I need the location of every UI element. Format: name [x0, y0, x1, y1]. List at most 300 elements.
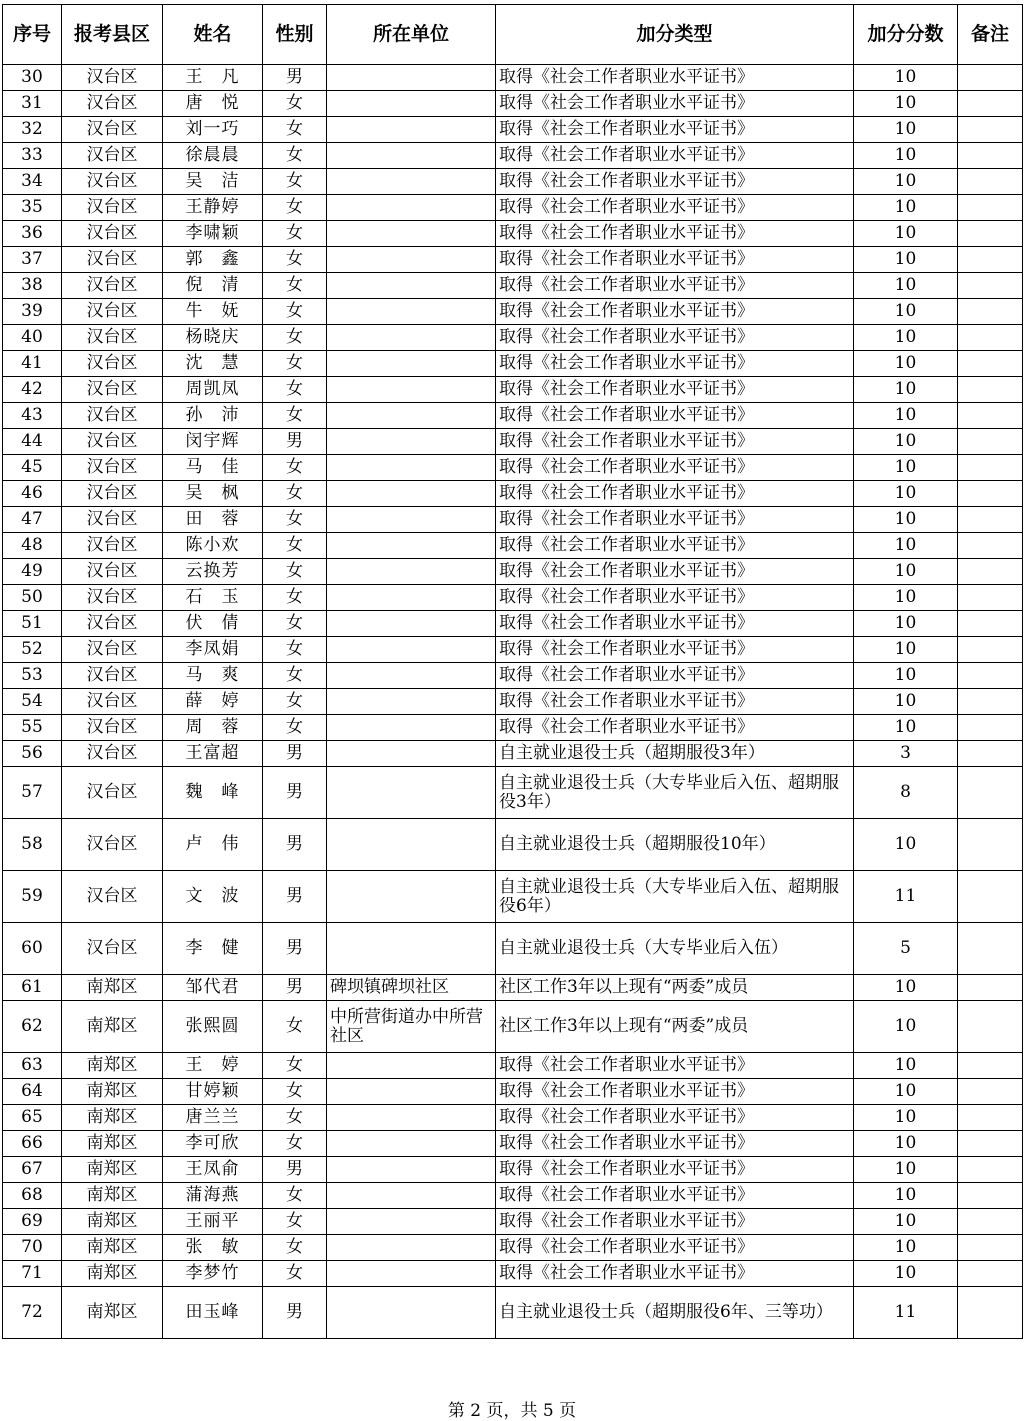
- cell-bonus-type: 取得《社会工作者职业水平证书》: [496, 143, 854, 169]
- cell-no: 45: [3, 455, 62, 481]
- cell-unit: [327, 117, 496, 143]
- cell-bonus-type: 取得《社会工作者职业水平证书》: [496, 299, 854, 325]
- cell-unit: [327, 377, 496, 403]
- cell-bonus-type: 取得《社会工作者职业水平证书》: [496, 117, 854, 143]
- cell-district: 南郑区: [62, 1183, 163, 1209]
- cell-district: 汉台区: [62, 65, 163, 91]
- cell-gender: 女: [263, 221, 327, 247]
- cell-district: 汉台区: [62, 377, 163, 403]
- cell-gender: 男: [263, 923, 327, 975]
- cell-unit: [327, 169, 496, 195]
- table-row: [3, 195, 1023, 221]
- cell-bonus-score: 10: [854, 1183, 958, 1209]
- table-row: [3, 767, 1023, 819]
- cell-bonus-type: 取得《社会工作者职业水平证书》: [496, 1105, 854, 1131]
- cell-name: 张熙圆: [163, 1001, 263, 1053]
- cell-bonus-type: 取得《社会工作者职业水平证书》: [496, 247, 854, 273]
- cell-name: 沈 慧: [163, 351, 263, 377]
- cell-bonus-type: 取得《社会工作者职业水平证书》: [496, 1235, 854, 1261]
- table-row: [3, 663, 1023, 689]
- cell-remark: [958, 1053, 1023, 1079]
- cell-district: 南郑区: [62, 1131, 163, 1157]
- cell-district: 汉台区: [62, 741, 163, 767]
- cell-district: 汉台区: [62, 169, 163, 195]
- cell-name: 闵宇辉: [163, 429, 263, 455]
- cell-name: 田玉峰: [163, 1287, 263, 1339]
- cell-no: 59: [3, 871, 62, 923]
- table-row: [3, 507, 1023, 533]
- cell-bonus-score: 10: [854, 455, 958, 481]
- cell-bonus-score: 10: [854, 273, 958, 299]
- cell-remark: [958, 221, 1023, 247]
- table-row: [3, 741, 1023, 767]
- cell-no: 72: [3, 1287, 62, 1339]
- table-row: [3, 325, 1023, 351]
- cell-no: 52: [3, 637, 62, 663]
- cell-district: 汉台区: [62, 455, 163, 481]
- cell-bonus-type: 取得《社会工作者职业水平证书》: [496, 533, 854, 559]
- cell-no: 47: [3, 507, 62, 533]
- cell-name: 孙 沛: [163, 403, 263, 429]
- cell-no: 53: [3, 663, 62, 689]
- cell-remark: [958, 1235, 1023, 1261]
- cell-unit: [327, 481, 496, 507]
- bonus-points-table: [2, 4, 1023, 1339]
- cell-bonus-score: 10: [854, 117, 958, 143]
- cell-no: 63: [3, 1053, 62, 1079]
- cell-no: 32: [3, 117, 62, 143]
- cell-no: 69: [3, 1209, 62, 1235]
- cell-gender: 女: [263, 1131, 327, 1157]
- cell-unit: [327, 689, 496, 715]
- cell-remark: [958, 247, 1023, 273]
- cell-bonus-type: 取得《社会工作者职业水平证书》: [496, 611, 854, 637]
- header-bonus-type: 加分类型: [496, 5, 854, 65]
- cell-gender: 女: [263, 143, 327, 169]
- cell-remark: [958, 1209, 1023, 1235]
- cell-district: 汉台区: [62, 923, 163, 975]
- cell-unit: [327, 637, 496, 663]
- cell-no: 60: [3, 923, 62, 975]
- table-row: [3, 481, 1023, 507]
- cell-district: 汉台区: [62, 429, 163, 455]
- cell-gender: 男: [263, 65, 327, 91]
- table-row: [3, 585, 1023, 611]
- cell-no: 51: [3, 611, 62, 637]
- cell-no: 55: [3, 715, 62, 741]
- cell-bonus-score: 10: [854, 663, 958, 689]
- cell-no: 65: [3, 1105, 62, 1131]
- cell-bonus-type: 社区工作3年以上现有“两委”成员: [496, 1001, 854, 1053]
- cell-name: 李啸颖: [163, 221, 263, 247]
- cell-district: 汉台区: [62, 533, 163, 559]
- cell-no: 31: [3, 91, 62, 117]
- page-number-footer: 第 2 页，共 5 页: [447, 1401, 577, 1421]
- cell-unit: [327, 663, 496, 689]
- cell-unit: [327, 585, 496, 611]
- cell-district: 汉台区: [62, 689, 163, 715]
- cell-unit: [327, 91, 496, 117]
- cell-district: 南郑区: [62, 1053, 163, 1079]
- cell-no: 40: [3, 325, 62, 351]
- cell-name: 王 婷: [163, 1053, 263, 1079]
- cell-gender: 女: [263, 1235, 327, 1261]
- cell-unit: [327, 429, 496, 455]
- cell-district: 汉台区: [62, 767, 163, 819]
- cell-no: 71: [3, 1261, 62, 1287]
- cell-bonus-type: 取得《社会工作者职业水平证书》: [496, 351, 854, 377]
- cell-name: 张 敏: [163, 1235, 263, 1261]
- cell-remark: [958, 169, 1023, 195]
- cell-bonus-score: 10: [854, 1053, 958, 1079]
- table-row: [3, 533, 1023, 559]
- cell-no: 61: [3, 975, 62, 1001]
- cell-bonus-type: 取得《社会工作者职业水平证书》: [496, 429, 854, 455]
- cell-bonus-score: 10: [854, 1001, 958, 1053]
- cell-remark: [958, 975, 1023, 1001]
- cell-district: 汉台区: [62, 871, 163, 923]
- cell-unit: [327, 325, 496, 351]
- cell-unit: [327, 533, 496, 559]
- cell-name: 陈小欢: [163, 533, 263, 559]
- cell-bonus-score: 10: [854, 689, 958, 715]
- cell-name: 田 蓉: [163, 507, 263, 533]
- cell-bonus-type: 取得《社会工作者职业水平证书》: [496, 585, 854, 611]
- cell-name: 王丽平: [163, 1209, 263, 1235]
- cell-remark: [958, 455, 1023, 481]
- cell-name: 马 爽: [163, 663, 263, 689]
- cell-unit: [327, 1209, 496, 1235]
- cell-gender: 女: [263, 247, 327, 273]
- cell-bonus-score: 11: [854, 871, 958, 923]
- cell-gender: 女: [263, 481, 327, 507]
- cell-bonus-score: 10: [854, 559, 958, 585]
- cell-name: 周 蓉: [163, 715, 263, 741]
- cell-remark: [958, 1079, 1023, 1105]
- cell-remark: [958, 481, 1023, 507]
- cell-bonus-score: 10: [854, 1235, 958, 1261]
- table-row: [3, 1183, 1023, 1209]
- cell-name: 马 佳: [163, 455, 263, 481]
- cell-bonus-score: 10: [854, 819, 958, 871]
- cell-bonus-score: 10: [854, 715, 958, 741]
- header-gender: 性别: [263, 5, 327, 65]
- table-row: [3, 1287, 1023, 1339]
- cell-district: 南郑区: [62, 975, 163, 1001]
- table-header-row: [3, 5, 1023, 65]
- cell-gender: 女: [263, 403, 327, 429]
- cell-name: 刘一巧: [163, 117, 263, 143]
- cell-remark: [958, 65, 1023, 91]
- cell-bonus-type: 取得《社会工作者职业水平证书》: [496, 1053, 854, 1079]
- cell-name: 李凤娟: [163, 637, 263, 663]
- cell-unit: [327, 1235, 496, 1261]
- cell-no: 68: [3, 1183, 62, 1209]
- cell-district: 汉台区: [62, 481, 163, 507]
- table-row: [3, 1209, 1023, 1235]
- cell-gender: 女: [263, 507, 327, 533]
- cell-unit: [327, 871, 496, 923]
- cell-remark: [958, 611, 1023, 637]
- cell-gender: 男: [263, 871, 327, 923]
- cell-gender: 女: [263, 91, 327, 117]
- cell-name: 周凯凤: [163, 377, 263, 403]
- cell-no: 43: [3, 403, 62, 429]
- cell-no: 41: [3, 351, 62, 377]
- table-row: [3, 1001, 1023, 1053]
- cell-name: 李梦竹: [163, 1261, 263, 1287]
- cell-unit: 中所营街道办中所营社区: [327, 1001, 496, 1053]
- cell-no: 56: [3, 741, 62, 767]
- cell-no: 49: [3, 559, 62, 585]
- cell-bonus-score: 10: [854, 351, 958, 377]
- cell-gender: 男: [263, 741, 327, 767]
- cell-bonus-score: 10: [854, 169, 958, 195]
- cell-gender: 女: [263, 1079, 327, 1105]
- cell-district: 汉台区: [62, 299, 163, 325]
- table-row: [3, 819, 1023, 871]
- cell-gender: 女: [263, 637, 327, 663]
- table-row: [3, 429, 1023, 455]
- cell-name: 伏 倩: [163, 611, 263, 637]
- cell-bonus-score: 10: [854, 637, 958, 663]
- cell-remark: [958, 299, 1023, 325]
- table-row: [3, 117, 1023, 143]
- cell-remark: [958, 429, 1023, 455]
- cell-district: 南郑区: [62, 1209, 163, 1235]
- cell-district: 汉台区: [62, 117, 163, 143]
- cell-name: 王富超: [163, 741, 263, 767]
- cell-bonus-score: 11: [854, 1287, 958, 1339]
- cell-name: 唐 悦: [163, 91, 263, 117]
- table-row: [3, 1105, 1023, 1131]
- cell-bonus-type: 取得《社会工作者职业水平证书》: [496, 221, 854, 247]
- cell-unit: [327, 273, 496, 299]
- cell-gender: 女: [263, 533, 327, 559]
- cell-no: 46: [3, 481, 62, 507]
- cell-bonus-score: 8: [854, 767, 958, 819]
- cell-bonus-type: 自主就业退役士兵（超期服役3年）: [496, 741, 854, 767]
- cell-remark: [958, 559, 1023, 585]
- cell-name: 邹代君: [163, 975, 263, 1001]
- cell-remark: [958, 1261, 1023, 1287]
- cell-name: 倪 清: [163, 273, 263, 299]
- cell-bonus-type: 社区工作3年以上现有“两委”成员: [496, 975, 854, 1001]
- cell-remark: [958, 1131, 1023, 1157]
- cell-bonus-type: 取得《社会工作者职业水平证书》: [496, 559, 854, 585]
- cell-gender: 女: [263, 1209, 327, 1235]
- cell-gender: 女: [263, 299, 327, 325]
- table-row: [3, 221, 1023, 247]
- cell-bonus-score: 10: [854, 429, 958, 455]
- cell-bonus-score: 10: [854, 611, 958, 637]
- cell-bonus-score: 10: [854, 143, 958, 169]
- table-row: [3, 871, 1023, 923]
- cell-no: 67: [3, 1157, 62, 1183]
- cell-no: 39: [3, 299, 62, 325]
- table-row: [3, 1131, 1023, 1157]
- table-row: [3, 611, 1023, 637]
- cell-unit: [327, 507, 496, 533]
- cell-bonus-type: 取得《社会工作者职业水平证书》: [496, 507, 854, 533]
- cell-bonus-type: 取得《社会工作者职业水平证书》: [496, 403, 854, 429]
- table-row: [3, 377, 1023, 403]
- cell-district: 汉台区: [62, 325, 163, 351]
- cell-unit: [327, 715, 496, 741]
- cell-bonus-type: 取得《社会工作者职业水平证书》: [496, 1079, 854, 1105]
- cell-no: 58: [3, 819, 62, 871]
- cell-district: 南郑区: [62, 1001, 163, 1053]
- cell-gender: 女: [263, 377, 327, 403]
- header-no: 序号: [3, 5, 62, 65]
- cell-district: 南郑区: [62, 1105, 163, 1131]
- cell-bonus-score: 10: [854, 195, 958, 221]
- cell-gender: 女: [263, 273, 327, 299]
- cell-district: 汉台区: [62, 611, 163, 637]
- cell-name: 徐晨晨: [163, 143, 263, 169]
- cell-district: 汉台区: [62, 585, 163, 611]
- cell-no: 36: [3, 221, 62, 247]
- cell-gender: 女: [263, 1105, 327, 1131]
- cell-district: 南郑区: [62, 1261, 163, 1287]
- cell-name: 杨晓庆: [163, 325, 263, 351]
- cell-name: 卢 伟: [163, 819, 263, 871]
- cell-unit: [327, 65, 496, 91]
- cell-remark: [958, 325, 1023, 351]
- cell-remark: [958, 91, 1023, 117]
- cell-district: 汉台区: [62, 247, 163, 273]
- cell-district: 汉台区: [62, 715, 163, 741]
- cell-no: 44: [3, 429, 62, 455]
- cell-bonus-type: 取得《社会工作者职业水平证书》: [496, 169, 854, 195]
- cell-unit: [327, 1287, 496, 1339]
- cell-bonus-score: 10: [854, 507, 958, 533]
- cell-gender: 男: [263, 1157, 327, 1183]
- cell-bonus-score: 10: [854, 247, 958, 273]
- cell-remark: [958, 195, 1023, 221]
- cell-no: 35: [3, 195, 62, 221]
- cell-bonus-score: 3: [854, 741, 958, 767]
- cell-no: 62: [3, 1001, 62, 1053]
- cell-bonus-score: 10: [854, 1157, 958, 1183]
- cell-bonus-score: 10: [854, 65, 958, 91]
- cell-bonus-type: 取得《社会工作者职业水平证书》: [496, 1157, 854, 1183]
- cell-bonus-score: 10: [854, 533, 958, 559]
- cell-bonus-type: 取得《社会工作者职业水平证书》: [496, 689, 854, 715]
- cell-remark: [958, 403, 1023, 429]
- cell-unit: [327, 819, 496, 871]
- cell-remark: [958, 507, 1023, 533]
- cell-remark: [958, 585, 1023, 611]
- cell-gender: 男: [263, 975, 327, 1001]
- cell-name: 牛 妩: [163, 299, 263, 325]
- cell-no: 42: [3, 377, 62, 403]
- cell-bonus-score: 10: [854, 585, 958, 611]
- cell-no: 66: [3, 1131, 62, 1157]
- cell-bonus-type: 取得《社会工作者职业水平证书》: [496, 481, 854, 507]
- table-row: [3, 273, 1023, 299]
- cell-bonus-type: 自主就业退役士兵（大专毕业后入伍、超期服役6年）: [496, 871, 854, 923]
- cell-bonus-score: 10: [854, 91, 958, 117]
- cell-district: 汉台区: [62, 221, 163, 247]
- cell-remark: [958, 819, 1023, 871]
- cell-district: 汉台区: [62, 559, 163, 585]
- cell-bonus-score: 5: [854, 923, 958, 975]
- table-row: [3, 1157, 1023, 1183]
- cell-bonus-type: 取得《社会工作者职业水平证书》: [496, 65, 854, 91]
- cell-gender: 女: [263, 715, 327, 741]
- cell-gender: 男: [263, 819, 327, 871]
- cell-bonus-type: 取得《社会工作者职业水平证书》: [496, 637, 854, 663]
- cell-bonus-type: 取得《社会工作者职业水平证书》: [496, 663, 854, 689]
- cell-name: 魏 峰: [163, 767, 263, 819]
- cell-remark: [958, 715, 1023, 741]
- table-row: [3, 1235, 1023, 1261]
- cell-name: 云换芳: [163, 559, 263, 585]
- cell-unit: [327, 143, 496, 169]
- cell-unit: [327, 1131, 496, 1157]
- table-row: [3, 247, 1023, 273]
- cell-bonus-type: 取得《社会工作者职业水平证书》: [496, 1131, 854, 1157]
- header-bonus-score: 加分分数: [854, 5, 958, 65]
- cell-unit: [327, 299, 496, 325]
- cell-remark: [958, 871, 1023, 923]
- cell-remark: [958, 273, 1023, 299]
- table-row: [3, 351, 1023, 377]
- cell-unit: [327, 1105, 496, 1131]
- table-row: [3, 403, 1023, 429]
- header-district: 报考县区: [62, 5, 163, 65]
- cell-bonus-score: 10: [854, 299, 958, 325]
- cell-remark: [958, 1105, 1023, 1131]
- cell-gender: 男: [263, 429, 327, 455]
- cell-bonus-type: 取得《社会工作者职业水平证书》: [496, 715, 854, 741]
- cell-gender: 女: [263, 1261, 327, 1287]
- cell-name: 蒲海燕: [163, 1183, 263, 1209]
- cell-unit: 碑坝镇碑坝社区: [327, 975, 496, 1001]
- cell-bonus-score: 10: [854, 1131, 958, 1157]
- cell-no: 33: [3, 143, 62, 169]
- cell-no: 50: [3, 585, 62, 611]
- cell-gender: 女: [263, 1001, 327, 1053]
- cell-name: 吴 枫: [163, 481, 263, 507]
- cell-bonus-score: 10: [854, 325, 958, 351]
- cell-district: 南郑区: [62, 1287, 163, 1339]
- cell-name: 唐兰兰: [163, 1105, 263, 1131]
- table-row: [3, 143, 1023, 169]
- cell-name: 李 健: [163, 923, 263, 975]
- cell-no: 57: [3, 767, 62, 819]
- cell-district: 汉台区: [62, 143, 163, 169]
- header-remark: 备注: [958, 5, 1023, 65]
- cell-name: 郭 鑫: [163, 247, 263, 273]
- table-row: [3, 91, 1023, 117]
- cell-no: 37: [3, 247, 62, 273]
- cell-gender: 女: [263, 611, 327, 637]
- table-row: [3, 689, 1023, 715]
- cell-district: 汉台区: [62, 637, 163, 663]
- header-name: 姓名: [163, 5, 263, 65]
- cell-gender: 女: [263, 169, 327, 195]
- cell-name: 石 玉: [163, 585, 263, 611]
- cell-remark: [958, 923, 1023, 975]
- table-row: [3, 1079, 1023, 1105]
- cell-bonus-type: 取得《社会工作者职业水平证书》: [496, 1261, 854, 1287]
- cell-unit: [327, 195, 496, 221]
- cell-unit: [327, 923, 496, 975]
- cell-unit: [327, 1157, 496, 1183]
- cell-remark: [958, 117, 1023, 143]
